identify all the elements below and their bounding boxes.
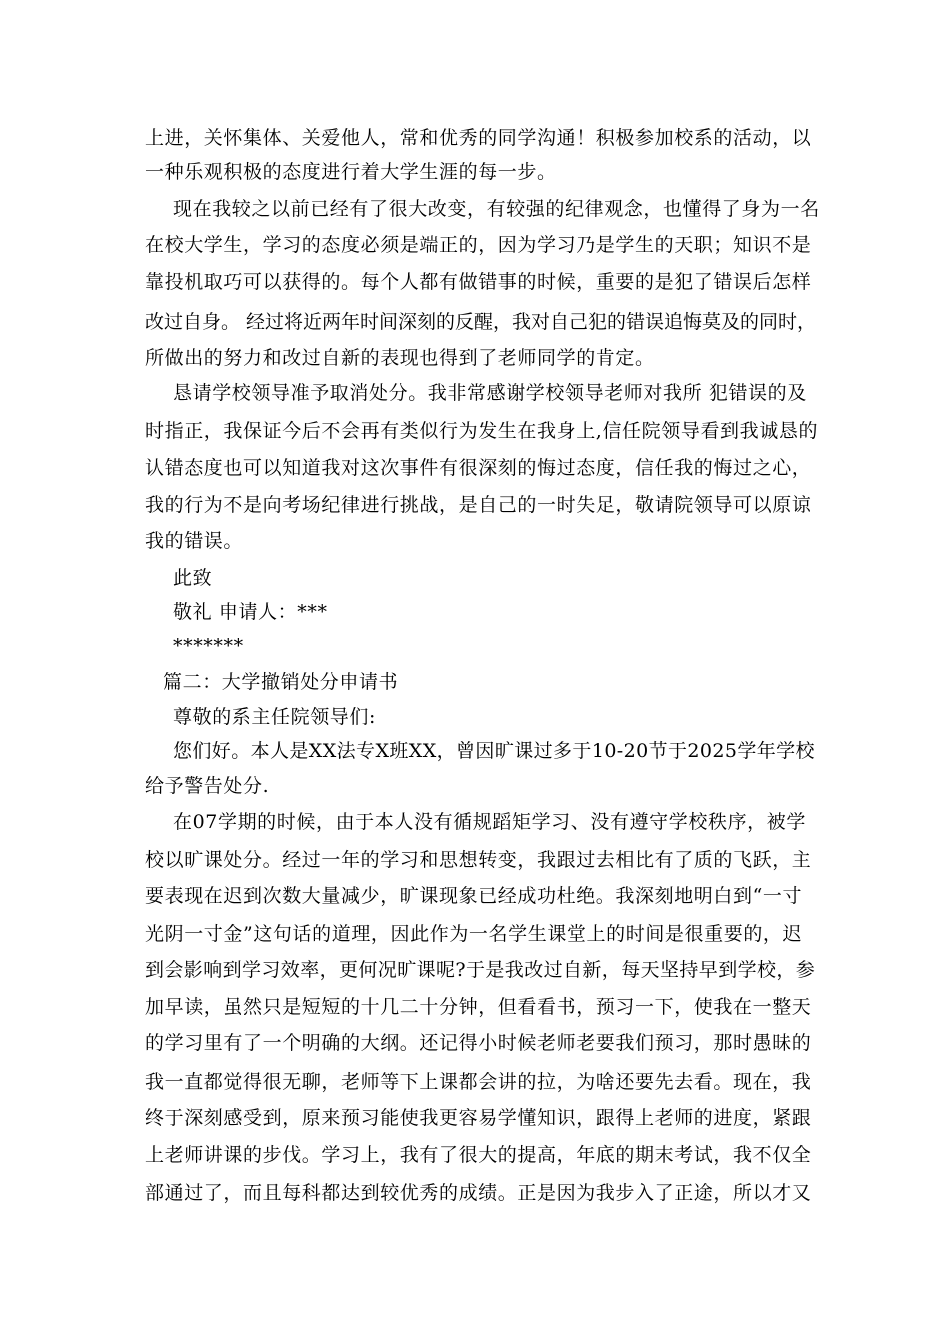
- text-line: 现在我较之以前已经有了很大改变，有较强的纪律观念，也懂得了身为一名: [173, 198, 820, 220]
- text-line: 光阴一寸金”这句话的道理，因此作为一名学生课堂上的时间是很重要的，迟: [145, 923, 803, 945]
- text-line: 我的错误。: [145, 530, 244, 552]
- text-line: 给予警告处分.: [145, 775, 270, 797]
- signature-line: 敬礼 申请人：***: [173, 601, 328, 623]
- text-line: 加早读，虽然只是短短的十几二十分钟，但看看书，预习一下，使我在一整天: [145, 996, 812, 1018]
- text-line: 我一直都觉得很无聊，老师等下上课都会讲的拉，为啥还要先去看。现在，我: [145, 1071, 812, 1093]
- text-line: 我的行为不是向考场纪律进行挑战，是自己的一时失足，敬请院领导可以原谅: [145, 494, 812, 516]
- text-line: 恳请学校领导准予取消处分。我非常感谢学校领导老师对我所 犯错误的及: [173, 382, 807, 404]
- text-line: 上老师讲课的步伐。学习上，我有了很大的提高，年底的期末考试，我不仅全: [145, 1144, 812, 1166]
- text-line: 到会影响到学习效率，更何况旷课呢?于是我改过自新，每天坚持早到学校，参: [145, 959, 816, 981]
- text-line: 认错态度也可以知道我对这次事件有很深刻的悔过态度，信任我的悔过之心，: [145, 457, 812, 479]
- text-line: 靠投机取巧可以获得的。每个人都有做错事的时候，重要的是犯了错误后怎样: [145, 271, 812, 293]
- closing-line: 此致: [173, 567, 213, 589]
- text-line: 改过自身。 经过将近两年时间深刻的反醒，我对自己犯的错误追悔莫及的同时，: [145, 311, 817, 333]
- text-line: 一种乐观积极的态度进行着大学生涯的每一步。: [145, 161, 557, 183]
- text-line: 时指正，我保证今后不会再有类似行为发生在我身上,信任院领导看到我诚恳的: [145, 420, 819, 442]
- text-line: 上进，关怀集体、关爱他人，常和优秀的同学沟通！积极参加校系的活动，以: [145, 127, 812, 149]
- text-line: 的学习里有了一个明确的大纲。还记得小时候老师老要我们预习，那时愚昧的: [145, 1032, 812, 1054]
- text-line: 在07学期的时候，由于本人没有循规蹈矩学习、没有遵守学校秩序，被学: [173, 811, 806, 833]
- salutation: 尊敬的系主任院领导们:: [173, 706, 377, 728]
- text-line: 终于深刻感受到，原来预习能使我更容易学懂知识，跟得上老师的进度，紧跟: [145, 1107, 812, 1129]
- text-line: 您们好。本人是XX法专X班XX，曾因旷课过多于10-20节于2025学年学校: [173, 740, 815, 762]
- text-line: 校以旷课处分。经过一年的学习和思想转变，我跟过去相比有了质的飞跃，主: [145, 849, 812, 871]
- text-line: 所做出的努力和改过自新的表现也得到了老师同学的肯定。: [145, 347, 655, 369]
- section-heading: 篇二：大学撤销处分申请书: [163, 671, 399, 693]
- text-line: 要表现在迟到次数大量减少，旷课现象已经成功杜绝。我深刻地明白到“一寸: [145, 885, 803, 907]
- text-line: 在校大学生，学习的态度必须是端正的，因为学习乃是学生的天职；知识不是: [145, 234, 812, 256]
- date-line: *******: [173, 635, 244, 657]
- text-line: 部通过了，而且每科都达到较优秀的成绩。正是因为我步入了正途，所以才又: [145, 1182, 812, 1204]
